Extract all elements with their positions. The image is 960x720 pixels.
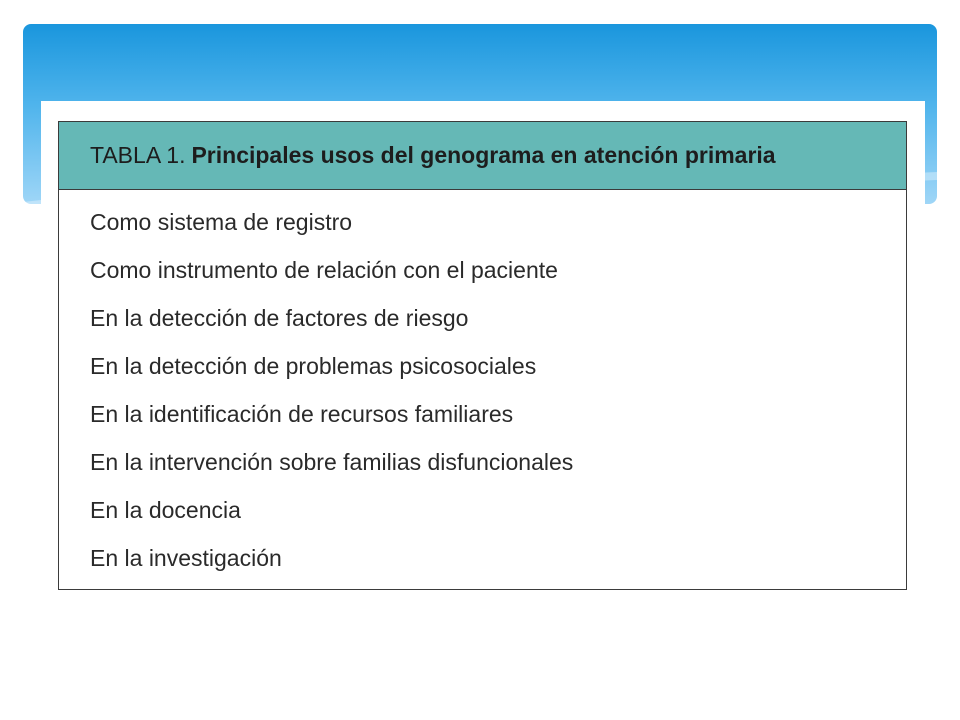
table-rows	[59, 190, 906, 582]
table-number-label: TABLA 1.	[90, 142, 186, 168]
table-row: En la detección de problemas psicosociales	[90, 353, 537, 379]
table-header	[59, 122, 906, 190]
table-row: En la detección de factores de riesgo	[90, 305, 469, 331]
genograma-usos-table	[58, 121, 907, 590]
table-row: En la identificación de recursos familiares	[90, 401, 514, 427]
table-row: Como instrumento de relación con el paciente	[90, 257, 558, 283]
table-row: Como sistema de registro	[90, 209, 353, 235]
table-row: En la docencia	[90, 497, 241, 523]
table-row: En la investigación	[90, 545, 282, 571]
table-title: Principales usos del genograma en atención primaria	[191, 142, 776, 168]
table-row: En la intervención sobre familias disfuncionales	[90, 449, 574, 475]
